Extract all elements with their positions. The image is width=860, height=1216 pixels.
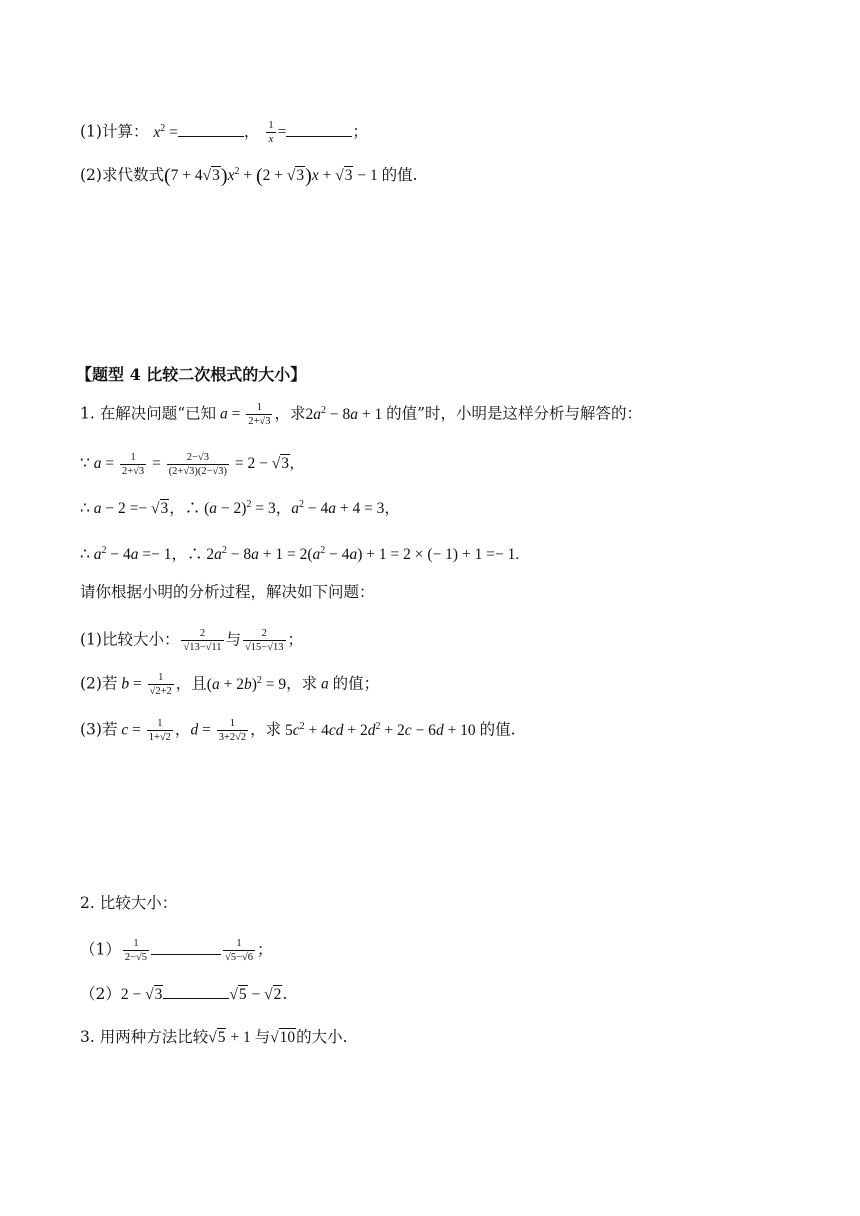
calc-question-1-label: (1)计算： — [80, 122, 149, 141]
problem2-q2: （2）2 − √3 √5 − √2. — [80, 984, 288, 1003]
section-heading: 【题型 4 比较二次根式的大小】 — [76, 365, 307, 384]
solution-line-2: ∴ a − 2 =− √3，∴ $(a - 2)^2 = 3$，$a^2 - 4a + 4 = 3$， — [80, 499, 400, 518]
fraction-1-over-1-plus-sqrt2: $\frac{1}{1+√2}$ — [148, 718, 171, 744]
problem1-q1-label: (1)比较大小： — [80, 630, 180, 649]
fraction-one-over-x: $\frac{1}{x}$ — [268, 120, 274, 146]
problem2-title: 2. 比较大小： — [80, 894, 178, 912]
problem3-text-a: 3. 用两种方法比较 — [80, 1028, 209, 1046]
problem1-intro — [80, 402, 642, 427]
answer-blank-4[interactable] — [163, 984, 229, 999]
end-mark: ； — [352, 122, 368, 141]
fraction-1-over-sqrt2-plus-2: $\frac{1}{√2+2}$ — [149, 672, 172, 698]
calc-question-2 — [80, 166, 418, 186]
answer-blank-3[interactable] — [151, 940, 221, 955]
fraction-1-over-sqrt5-minus-sqrt6: $\frac{1}{√5-√6}$ — [225, 938, 254, 964]
calc-question-2-label: (2)求代数式 — [80, 166, 164, 184]
fraction-1-over-2-minus-sqrt5: $\frac{1}{2-√5}$ — [124, 938, 148, 964]
math-a-def: a = — [220, 405, 245, 423]
separator: ， — [243, 122, 260, 141]
problem1-q1-mid: 与 — [225, 630, 242, 649]
problem2-q1-end: ； — [257, 940, 273, 959]
problem1-q3-end: ，求 — [250, 720, 282, 739]
problem1-q2-label: (2)若 — [80, 674, 118, 693]
math-x-squared: $x^2$ = — [153, 122, 178, 141]
problem1-intro-c: 的值”时，小明是这样分析与解答的： — [386, 404, 643, 423]
math-expression-target: $2a^2 - 8a + 1$ — [305, 404, 387, 423]
fraction-2-over-sqrt15-minus-sqrt13: $\frac{2}{√15-√13}$ — [245, 628, 284, 654]
problem1-intro-b: ，求 — [274, 404, 306, 423]
problem1-q3: (3)若 c = $\frac{1}{1+√2}$ ，d = $\frac{1}{3+2√2}$ ，求 $5c^2 + 4cd + 2d^2 + 2c - 6d + 10$ 的值. — [80, 718, 516, 744]
fraction-1-over-3-plus-2sqrt2: $\frac{1}{3+2√2}$ — [218, 718, 247, 744]
problem1-q3-mid: ， — [174, 720, 191, 739]
solution-line-1: ∵ a = $\frac{1}{2+√3}$ = $\frac{2-√3}{(2+√3)(2-√3)}$ = 2 − √3, — [80, 452, 294, 478]
calc-question-1: (1)计算： $x^2$ = ， $\frac{1}{x}$ = ； — [80, 120, 368, 146]
math-expression: $(7 + 4√3)x^2 + (2 + √3)x + √3 - 1$ — [163, 165, 382, 187]
problem2-q1 — [80, 938, 273, 963]
problem1-q2: (2)若 b = $\frac{1}{√2+2}$ ，且$(a + 2b)^2 = 9$，求 a 的值； — [80, 672, 380, 698]
problem1-q1-end: ； — [287, 630, 304, 649]
problem3-text-b: 与 — [254, 1028, 271, 1046]
answer-blank-2[interactable] — [286, 122, 352, 137]
problem2-q2-end: . — [282, 984, 288, 1003]
fraction-1-over-2-plus-sqrt3: $\frac{1}{2+√3}$ — [248, 402, 271, 428]
answer-blank-1[interactable] — [178, 122, 244, 137]
problem1-prompt: 请你根据小明的分析过程，解决如下问题： — [80, 583, 375, 601]
problem3-text-c: 的大小. — [296, 1028, 348, 1046]
calc-question-2-suffix: 的值. — [381, 166, 418, 184]
problem1-q2-mid: ，且 — [175, 674, 207, 693]
problem1-q1 — [80, 628, 303, 653]
problem1-intro-a: 1. 在解决问题“已知 — [80, 404, 217, 423]
solution-line-3: ∴ $a^2 - 4a =- 1$，∴ $2a^2 - 8a + 1 = 2(a^2 - 4a) + 1 = 2$ × (− 1) + 1 =− 1. — [80, 545, 520, 564]
fraction-2-over-sqrt13-minus-sqrt11: $\frac{2}{√13-√11}$ — [183, 628, 222, 654]
problem1-q3-tail: 的值. — [479, 720, 516, 739]
problem3: 3. 用两种方法比较√5 + 1 与√10的大小. — [80, 1028, 348, 1046]
problem2-q1-label: （1） — [80, 940, 121, 959]
problem1-q3-label: (3)若 — [80, 720, 118, 739]
problem1-q2-end: ，求 — [286, 674, 318, 693]
problem1-q2-tail: 的值； — [332, 674, 380, 693]
problem2-q2-label: （2） — [80, 984, 121, 1003]
